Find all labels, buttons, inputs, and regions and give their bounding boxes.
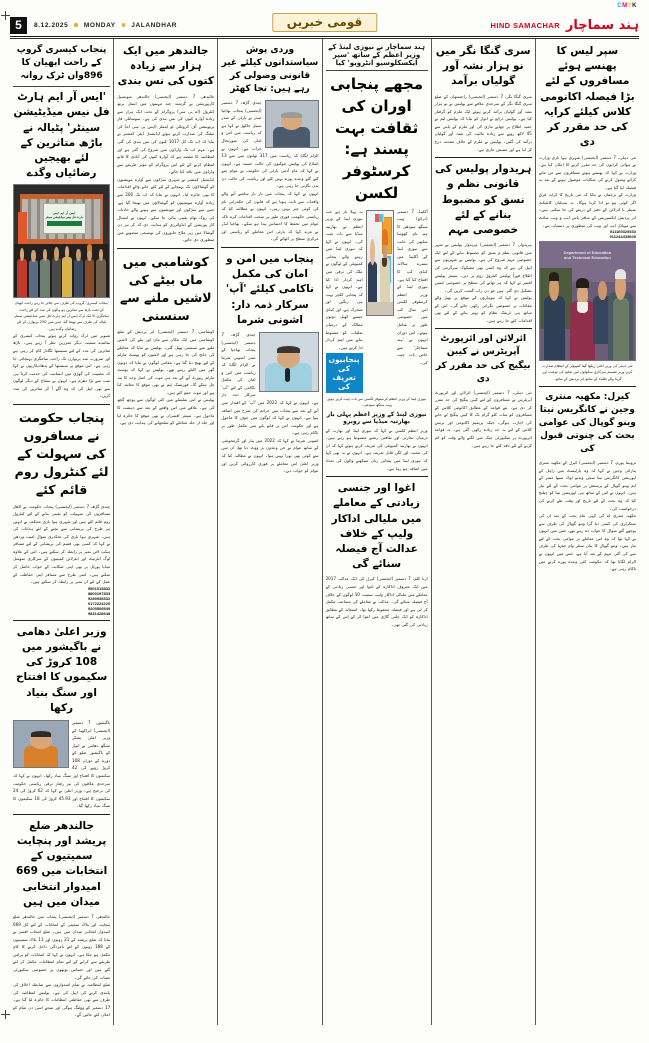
lead-kicker: ہند سماچار نے نیوزی لینڈ کے وزیر اعظم کے ساتھ 'سپر ایکسکلوسیو انٹرویو' کیا: [328, 43, 425, 67]
photo-portrait-jakhar: [265, 100, 319, 148]
person-hair: [615, 269, 626, 279]
backdrop-line-2: and Technical Education: [563, 255, 611, 261]
col4-body-dileep: ارنا کلم، 7 دسمبر (ایجنسی) کیرل کی ایک عدالت 2017 میں ایک معروف اداکارہ کے اغوا اور جنسی زیادتی کے معاملے میں ملیالی اداکار ولیپ سمیت 10 لوگوں کے خلاف آج فیصلہ سنائے گی۔ عدالت نے معاملے کی سماعت مکمل کر لی ہے اور فیصلہ محفوظ رکھا تھا۔ استغاثہ کے مطابق اداکارہ کو ایک چلتی گاڑی میں اغوا کر کے اس کے ساتھ زیادتی کی گئی تھی۔: [325, 576, 428, 627]
lead-body-3: وزیر اعظم لکسن نے کہا کہ نیوزی لینڈ اور بھارت کے درمیان تجارتی اور ثقافتی رشتے مضبوط ہو رہے ہیں۔ انہوں نے بھارتیہ کمیونٹی کی تعریف کرتے ہوئے کہا کہ ان کی محنت اور لگن قابل تعریف ہے۔ انہوں نے یہ بھی کہا کہ نیوزی لینڈ میں پنجابی زبان سیکھنے والوں کی تعداد میں اضافہ ہو رہا ہے۔: [325, 427, 428, 471]
portrait-hair: [277, 346, 300, 353]
col5-body-haridwar-2: پولیس نے کہا کہ تیوہاروں کے موقع پر بھیڑ والے مقامات پر خصوصی نگرانی رکھی جائے گی۔ اس کے ساتھ ہی ٹریفک نظام کو بہتر بنانے کے لئے بھی اقدامات کئے جا رہے ہیں۔: [434, 295, 532, 323]
person-torso: [40, 259, 49, 298]
lead-subhead: نیوزی لینڈ کے وزیر اعظم پہلی بار بھارتیہ میڈیا سے روبرو: [326, 410, 427, 425]
masthead: [10, 14, 639, 37]
portrait-torso: [273, 127, 310, 147]
col3-body-law-order-2: اشونی شرما نے کہا کہ 2022 میں پیار اور گرمجوشی کے ساتھ عوام نے جن وعدوں پر ووٹ دیا تھا، ان میں سے کوئی بھی پورا نہیں ہوا۔ انہوں نے مطالبہ کیا کہ وزیر اعلیٰ اس معاملے پر فوری کارروائی کریں اور عوام کو جواب دیں۔: [221, 437, 319, 474]
cmyk-m: M: [622, 3, 628, 9]
column-4-lead: [322, 39, 431, 1025]
person-head: [598, 281, 606, 300]
portrait-torso: [24, 746, 59, 767]
content-area: [10, 38, 639, 1025]
col5-headline-ganganagar: سری گنگا نگر میں نو ہزار نشہ آور گولیاں برآمد: [435, 45, 531, 88]
person-head: [370, 239, 375, 265]
lead-body-intro-left: یہ پہلا بار ہے جب نیوزی لینڈ کے وزیر اعظم نے بھارتیہ میڈیا سے بات چیت کی۔ انہوں نے کہا کہ نیوزی لینڈ میں رہنے والے پنجابی کمیونٹی کے لوگوں نے ملک کی ترقی میں اہم کردار ادا کیا ہے۔ انہوں نے کہا کہ پنجابی کلچر بہت ہی رنگین اور متحرک ہے، اور کبڈی جیسے کھیل دونوں ممالک کے درمیان تعلقات کو مضبوط بنانے میں اہم کردار ادا کرتے ہیں۔: [325, 208, 363, 350]
turban-icon: [382, 229, 388, 244]
col5-body-cabin-baggage: نئی دہلی، 7 دسمبر (ایجنسی) ائرلائن اور ائرپورٹ آپریٹرس نے مسافروں کے لئے کیبن بیگیج کی حد مقرر کر دی ہے۔ نئے قواعد کے مطابق اکانومی کلاس کے مسافروں کو سات کلو گرام تک کا کیبن بیگیج لے جانے کی اجازت ہوگی، جبکہ پریمیم اکانومی اور بزنس کلاس کے لئے یہ حد زیادہ رکھی گئی ہے۔ یہ قواعد ائرپورٹ پر سکیورٹی چیک میں لگنے والے وقت کو کم کرنے کے لئے نافذ کئے جا رہے ہیں۔: [434, 389, 532, 448]
col3-headline-uniform-politicians: وردی پوش سیاستدانوں کیلئے غیر قانونی وصولی کر رہے ہیں: نجا کھٹر: [221, 45, 319, 95]
person-1: [17, 246, 27, 298]
page-number: 5: [10, 17, 27, 34]
lead-blue-tag: پنجابیوں کی تعریف کی: [326, 353, 363, 393]
col2-headline-dog-sterilisation: جالندھر میں ایک ہزار سے زیادہ کتوں کی نس بندی: [117, 45, 214, 88]
col1-headline-relief-truck: 'ایس آر ایم ہارٹ فل نیس میڈیٹیشن سینٹر' پٹیالہ نے باڑھ متاثرین کے لئے بھیجیں رضائیاں وگدے: [13, 91, 110, 180]
col2-body-dogs: جالندھر، 7 دسمبر (ایجنسی) جالندھر میونسپل کارپوریشن نے گزشتہ چند مہینوں میں اینمل برتھ کنٹرول (اے بی سی) پروگرام کے تحت ایک ہزار سے زیادہ آوارہ کتوں کی نس بندی کی ہے۔ سوسائٹی فار پریوینشن آف کرویلٹی ٹو اینملز (ایس پی سی اے) کی میٹنگ کی صدارت کرتے ہوئے ایڈیشنل ڈپٹی کمشنر نے بتایا کہ اب تک کل 1017 کتوں کی نس بندی کی گئی ہے۔ مہم اب تک وارڈوں میں شروع کی گئی ہے اور انتظامیہ کا مقصد ہے کہ آوارہ کتوں کی آبادی کا قابو انتظام کرنے کے لئے اس پروگرام کو مؤثر طریقے سے وارڈوں میں نافذ کیا جائے۔: [117, 93, 215, 175]
col5-headline-cabin-baggage: ائرلائن اور ائرپورٹ آپریٹرس نے کیبن بیگیج کی حد مقرر کر دی: [435, 334, 531, 384]
divider: [435, 157, 532, 158]
section-title: قومی خبریں: [272, 13, 377, 32]
backdrop-line-1: Department of Education: [563, 249, 612, 255]
divider: [13, 404, 110, 405]
registration-mark-top-left: [1, 11, 10, 20]
column-2: [113, 39, 217, 1025]
helpline-5: 9205508549: [87, 605, 111, 611]
col6-headline-fare-cap: سپر لیس کا پھنسے ہوئے مسافروں کے لئے بڑا فیصلہ اکانومی کلاس کیلئے کرایہ کی حد مقرر کر دی: [540, 45, 635, 149]
col2-body-kaushambi: کوشامبی، 7 دسمبر (ایجنسی) اتر پردیش کے ضلع کوشامبی میں ایک مکان سے ماں اور بیٹے کی لاشیں ملنے سے سنسنی پھیل گئی۔ پولیس نے بتایا کہ معاملے کی جانچ کی جا رہی ہے اور لاشوں کو پوسٹ مارٹم کے لئے بھیج دیا گیا ہے۔ مقامی لوگوں نے بتایا کہ دونوں گھر میں اکیلے رہتے تھے۔ پولیس نے کہا کہ پوسٹ مارٹم رپورٹ آنے کے بعد ہی موت کی اصل وجہ کا پتہ چل سکے گا۔ فورنسک ٹیم نے بھی موقع کا معائنہ کیا ہے اور ثبوت جمع کئے ہیں۔: [117, 329, 215, 395]
beard-icon: [382, 258, 386, 267]
person-5: [62, 244, 72, 298]
divider: [117, 248, 214, 249]
photo-luxon-meeting: [366, 210, 394, 316]
col5-headline-haridwar: ہریدوار پولیس کی قانونی نظم و نسق کو مضبوط بنانے کے لئے خصوصی مہم: [434, 163, 532, 237]
person-torso: [85, 259, 94, 298]
cmyk-color-bar: [617, 3, 637, 9]
divider: [326, 70, 428, 71]
date-text: 8.12.2025: [34, 21, 69, 29]
divider: [13, 814, 110, 815]
col1-headline-control-room: پنجاب حکومت نے مسافروں کی سہولت کے لئے کنٹرول روم قائم کئے: [14, 409, 109, 498]
col1-body-relief: تصویر میں ٹرک روانہ کرتے ہوئے پنجاب کیسری کے نمائندے سمیت دیگر معززین نظر آ رہے ہیں۔ باڑھ متاثرین کی مدد کے لئے سنستھا لگاتار کام کر رہی ہے اور ضرورت مند پریوارں تک راحت سامگری پہنچائی جا رہی ہے۔ اس موقع پر سنستھا کے پدھادیکاریوں نے کہا کہ مصیبت کی گھڑی میں انسانیت کی خدمت کرنا ہی سب سے بڑا دھرم ہے۔ انہوں نے سماج کے دیگر لوگوں سے بھی اپیل کی کہ وہ آگے آ کر متاثرین کی مدد کریں۔: [13, 332, 111, 399]
column-3: [217, 39, 321, 1025]
banner-line-1: ایس. آر. ایم. ایس.: [53, 211, 76, 216]
helpline-4: 0172224220: [87, 600, 111, 606]
col6-body-fare-2: وزارت کے ترجمان نے بتایا کہ نئی تاریخ کا کرایہ فرق اگر کوئی ہو تو ادا کرنا ہوگا۔ یہ تبدیلیاں کانٹیکٹ سینٹر یا ائرلائن کے دفتر کے ذریعے کی جا سکتی ہیں۔ اتر پردیش ایکسپریس کے سافر پاس ایپ و ویب سائٹ سے موبائل ایپ اور ویب کی منظوری پر دستیاب ہے۔: [538, 192, 636, 228]
col1-photo-caption: 'پنجاب کیسری' گروپ کی طرف سے چلائے جا رہے راحت ابھیان کے تحت باڑھ سے متاثرین ہو والوں کی مدد کے لئے راحت سامگری کا ایک ٹرک ایس آر ایم ہارٹ فل نیس میڈیٹیشن سینٹر پٹیالہ کی طرف سے بھیجا گیا، جس میں 250 پریوارں کے لئے رضائیاں وگدے ہیں۔: [14, 301, 110, 331]
column-grid: [10, 39, 639, 1025]
helpline-6: 9831428648: [87, 610, 111, 616]
separator-dot-icon: [122, 23, 126, 27]
person-senior-official: [608, 266, 633, 360]
col6-helpline-1: 911169329333: [609, 229, 636, 235]
lead-photo-caption: نیوزی لینڈ کے وزیر اعظم کرسٹوفر لکسن سے بات چیت کرتے ہوئے ویب سنگھ سودھی۔: [327, 397, 426, 408]
bunting-decoration: [375, 214, 384, 222]
person-torso: [74, 259, 83, 298]
col3-body-jakhar: چندی گڑھ، 7 دسمبر (ایجنسی) پنجاب بھاجپا صدر نے پارٹی کے صدر سنیل جاکھڑ نے کہا ہے کہ ریاست میں امن و امان کی صورتحال خراب ہے۔ انہوں نے الزام لگایا کہ ریاست میں 317 تھانوں میں سے 13 اضلاع کی پولیس چوکیوں کی حالت خستہ ہے۔ انہوں نے کہا کہ عام آدمی پارٹی کی حکومت نے عوام سے کئے گئے وعدے پورے نہیں کئے اور ریاست کی حالت دن بدن بگڑتی جا رہی ہے۔: [221, 100, 319, 189]
column-1: [10, 39, 113, 1025]
col1-body-bageshwar: باگیشور، 7 دسمبر (ایجنسی) اتراکھنڈ کے وزیر اعلیٰ پشکر سنگھ دھامی نے اتوار کو باگیشور ضلع کے دورے کے دوران 108 کروڑ روپے کی 42 سکیموں کا افتتاح اور سنگ بنیاد رکھا۔ انہوں نے کہا کہ سرحدی علاقوں کی تیز رفتار ترقی ریاستی حکومت کی ترجیح ہے۔ وزیر اعلیٰ نے کہا کہ 62 کروڑ کی 24 سکیموں کا افتتاح اور 45.93 کروڑ کی 18 سکیموں کا سنگ بنیاد رکھا گیا۔: [13, 720, 111, 809]
lead-body-intro: آکلینڈ، 7 دسمبر (ذرائع) ویب سنگھ سودھی کا ہم نام کھوسا ساتھی کی جانب سے نیوزی لینڈ کے آکلینڈ میں تیسرے سالانہ کبڈی کپ کا افتتاح کیا گیا ہے۔ نیوزی لینڈ کے وزیر اعظم کرسٹوفر لکسن اس سال کپ میں خصوصی طور پر شامل ہوئے۔ اس دوران انہوں نے 'ہند سماچار' سے خاص بات چیت کی۔: [396, 208, 428, 365]
col6-body-kerala: تروننتا پورم، 7 دسمبر (ایجنسی) کیرل کے مکھیہ منتری پنارائی وجین نے کہا کہ وہ پارلیمنٹ میں راہل کے اپوزیشن کانگریس نیتا سچن ویدیو لوک سبھا ممبر کے ایم وینو گوپال کے پرستش پر عوامی بحث کے لئے تیار ہیں۔ انہوں نے اس کے ساتھ ہی اپوزیشن نیتا کو چیلنج کیا کہ وہ بحث کے لئے تاریخ اور وقت طے کرنے کی درخواست کی۔: [538, 460, 636, 511]
col1-headline-elections: جالندھر ضلع پریشد اور پنچایت سمیتیوں کے انتخابات میں 669 امیدوار انتخابی میدان میں ہیں: [15, 819, 108, 908]
person-head: [54, 247, 59, 260]
person-head: [76, 249, 81, 262]
banner-strip: [47, 221, 81, 226]
col2-body-cattle: ایڈیشنل کمشنر نے شہری سڑکوں سے آوارہ مویشیوں کو گوشالاؤں تک پہنچانے کے لئے کئے جانے والے اقدامات کا بھی جائزہ لیا۔ انہوں نے بتایا کہ اب تک 200 سے زیادہ آوارہ مویشیوں کو گوشالاؤں میں بھیجا گیا ہے، جس سے سڑکوں اور مویشیوں سے ہونے والے حادثات کی روک تھام یقینی بنائی جا سکے۔ انہوں نے اسپتال کار پوریشن کے ایڈوائزری کو ہدایت دی کہ کر ہر دن گوشالا میں زیر علاج جانوروں کی توسیعی منصوبے میں منظوری دی جائے۔: [117, 176, 215, 243]
column-6: [535, 39, 639, 1025]
lead-headline-luxon: مجھے پنجابی اوران کی ثقافت بہت پسند ہے: کرسٹوفر لکسن: [330, 75, 424, 202]
turban-icon: [87, 244, 92, 250]
person-4: [51, 245, 61, 298]
cmyk-k: K: [632, 3, 637, 9]
person-7-turban: [84, 245, 94, 298]
brand-name-urdu: ہند سماچار: [565, 17, 639, 33]
cmyk-c: C: [617, 3, 623, 9]
col1-headline-bageshwar: وزیر اعلیٰ دھامی نے باگیشور میں 108 کروڑ کی سکیموں کا افتتاح اور سنگ بنیاد رکھا: [15, 625, 108, 714]
person-torso: [96, 259, 105, 298]
person-student: [544, 270, 565, 360]
cmyk-y: Y: [627, 3, 633, 9]
col3-body-law-order: چندی گڑھ، 7 دسمبر (ایجنسی) پنجاب بھاجپا کے صدر اشونی شرما نے الزام لگایا کہ ریاست میں امن و امان کی مکمل ناکامی کے لئے 'آپ' سرکار ذمہ دار ہے۔ انہوں نے کہا کہ 2022 میں 'آپ' کے اقتدار میں آنے کے بعد سے پنجاب میں جرائم کی شرح میں اضافہ ہوا ہے۔ انہوں نے کہا کہ لوگوں میں خوف کا ماحول ہے اور حکومت اس پر قابو پانے میں مکمل طور پر ناکام رہی ہے۔: [221, 331, 319, 436]
dateline: [34, 22, 177, 29]
divider: [435, 328, 532, 329]
divider: [13, 86, 110, 87]
person-8: [96, 246, 106, 298]
col1-body-elections-2: ضلع انتظامیہ نے تمام امیدواروں سے ضابطہ اخلاق کی پابندی کرنے کی اپیل کی ہے۔ پولیس انتظامیہ کی طرف سے بھی حفاظتی انتظامات کا جائزہ لیا گیا ہے۔ 17 دسمبر کو ووٹنگ ہوگی اور نتیجے اسی دن شام کو اعلان کئے جائیں گے۔: [13, 982, 111, 1018]
person-3: [40, 246, 50, 298]
person-torso: [544, 296, 565, 361]
edition-text: JALANDHAR: [131, 21, 178, 29]
floor: [367, 302, 393, 314]
helpline-3: 9289938532: [87, 595, 111, 601]
divider: [539, 386, 636, 387]
column-5: [431, 39, 535, 1025]
person-minister-woman: [570, 275, 595, 360]
photo-relief-truck-group: [13, 184, 110, 298]
person-2: [28, 247, 38, 297]
col5-body-haridwar: ہریدوار، 7 دسمبر (ایجنسی) ہریدوار پولیس نے شہر میں قانونی نظم و نسق کو مضبوط بنانے کے لئے ایک خصوصی مہم شروع کی ہے۔ پولیس نے شہریوں سے اپیل کی ہے کہ وہ کسی بھی مشکوک سرگرمی کی اطلاع فوراً پولیس کنٹرول روم پر دیں۔ سینئر پولیس افسر نے کہا کہ ہر تھانے کی سطح پر خصوصی ٹیمیں تشکیل دی گئی ہیں جو دن رات گشت کریں گی۔: [434, 242, 532, 293]
person-torso: [29, 260, 38, 297]
person-head: [31, 250, 36, 263]
event-banner: [43, 203, 87, 234]
helpline-2: 8800197833: [87, 590, 111, 596]
divider: [13, 620, 110, 621]
brand-name-english: HIND SAMACHAR: [490, 20, 560, 30]
col1-body-control-room: چندی گڑھ، 7 دسمبر (ایجنسی) پنجاب حکومت نے اڈھار مسافروں کی سہولت کو یقینی بنانے کے لئے کنٹرول روم قائم کئے ہیں اور شہری ہوا بازی محکمہ نے انہیں ہر طرح کی پریشانی سے بچنے کے لئے ہدایات کی ہیں۔ شہری ہوا بازی کی تجکدری سوال امیت وردھن نے کہا کہ کسی بھی قسم کی پریشانی کے لئے مسافر ہیلپ لائن نمبر پر رابطہ کر سکتے ہیں۔ اس کے علاوہ لوگ انٹرنیٹ اور ایئرلائن کمپنیوں کے سرکاری سوشل میڈیا پورٹل پر بھی اپنی شکایت کے جواب حاصل کر سکتے ہیں۔ اسی طرح سے مسافر اپنی حفاظت کے عمل کے لئے ان نمبر پر رابطہ کر سکتے ہیں۔: [13, 503, 111, 585]
banner-line-2: ہارٹ فل نیس میڈیٹیشن سینٹر: [45, 214, 84, 219]
registration-mark-bottom-left: [1, 1010, 10, 1019]
portrait-hair: [31, 731, 52, 737]
col6-body-fare: نئی دہلی، 7 دسمبر (ایجنسی) شہری ہوا بازی وزارت نے ہوائی کرایوں کی حد مقرر کرنے کا اعلان کیا ہے۔ وزارت نے کہا کہ پھنسے ہوئے مسافروں سے من مانے کرائے وصول کرنے کی شکایات موصول ہونے کے بعد یہ فیصلہ لیا گیا ہے۔: [538, 154, 636, 190]
day-text: MONDAY: [83, 21, 116, 29]
person-6: [73, 246, 83, 298]
person-torso: [62, 257, 71, 298]
col6-helpline-2: 911244435600: [609, 234, 636, 240]
photo-education-event: [539, 241, 636, 361]
col3-body-jakhar-2: انہوں نے کہا کہ پنجاب میں بار بار سامنے آنے والے واقعات سے ثابت ہوتا ہے کہ قانون کی حکمرانی نام کی کوئی چیز نہیں رہی۔ انہوں نے مطالبہ کیا کہ ریاستی حکومت فوری طور پر سخت اقدامات کرے تاکہ عوام میں تحفظ کا احساس پیدا ہو سکے۔ بھاجپا لیڈر نے مزید کہا کہ پارٹی اس معاملے کو ریاستی اور مرکزی سطح پر اٹھائے گی۔: [221, 190, 319, 242]
col1-teaser: پنجاب کیسری گروپ کے راحت ابھیان کا 896واں ٹرک روانہ: [16, 45, 107, 82]
col5-body-ganganagar: سری گنگا نگر، 7 دسمبر (ایجنسی) راجستھان کے ضلع سری گنگا نگر کے سرحدی علاقے سے پولیس نے نو ہزار نشہ آور گولیاں برآمد کرتے ہوئے ایک ملزم کو گرفتار کیا ہے۔ پولیس ذرائع نے اتوار کو بتایا کہ پولیس ٹیم نے خفیہ اطلاع پر چھاپے ماری کی اور ملزم کے پاس سے 45 لاکھ روپے سے زیادہ مالیت کی نشہ آور گولیاں برآمد کی گئیں۔ پولیس نے ملزم کے خلاف مقدمہ درج کر لیا ہے اور تفتیش جاری ہے۔: [434, 93, 532, 152]
photo-ashwani-sharma-mic: [259, 332, 319, 392]
divider: [326, 476, 428, 477]
col2-headline-kaushambi: کوشامبی میں ماں بیٹے کی لاشیں ملنے سے سنسنی: [120, 253, 212, 324]
divider: [221, 247, 318, 248]
person-torso: [17, 259, 26, 297]
nehru-vest: [613, 298, 629, 360]
person-torso: [52, 258, 61, 297]
backdrop-text: [551, 246, 623, 265]
col6-body-kerala-2: مکھیہ منتری اے کی کہی عام بحث کے بعد ان کی سیکرٹری کی کسی دیا گرا وینو گوپال کی طرف سے پوچھے گئے سوال کا جواب دے رہے تھے، جس میں انہوں نے کہا تھا کہ وہ اس معاملے پر عوامی بحث کے لئے تیار ہیں۔ وینو گوپال کا بیان سنٹر وام جمہا کی طرف سے کی گئی مہم کے بعد آیا ہے، جس میں انہوں نے الزام لگایا تھا کہ حکومت کئی وعدے پورے کرنے میں ناکام رہی ہے۔: [538, 513, 636, 572]
scarf: [577, 302, 588, 312]
person-head: [65, 246, 70, 259]
portrait-hair: [281, 112, 302, 118]
brand-logo: [491, 18, 639, 33]
microphone-icon: [285, 368, 290, 382]
col6-headline-kerala-debate: کیرل: مکھیہ منتری وجین نے کانگریس نیتا وینو گوپال کی عوامی بحث کی چنوتی قبول کی: [538, 392, 636, 455]
separator-dot-icon: [74, 23, 78, 27]
col2-body-kaushambi-2: پولیس نے اس سلسلے میں کئی لوگوں سے پوچھ گچھ کی ہے۔ علاقے میں اس واقعے کے بعد سے دہشت کا ماحول ہے۔ سینئر افسران نے بھی موقع کا جائزہ لیا اور جلد از جلد معاملے کو سلجھانے کی ہدایت دی ہے۔: [117, 397, 215, 426]
col1-body-elections: جالندھر، 7 دسمبر (ایجنسی) پنجاب میں جالندھر ضلع پنچایت اور بلاک سمیتی کے انتخابات کے لئے کل 669 امیدوار انتخابی میدان میں ہیں۔ ضلع انتخاب افسر نے بتایا کہ ضلع پریشد کے 21 زونوں اور 11 بلاک سمیتیوں کے 188 زونوں کے لئے نامزدگی داخل کرنے کا کام مکمل ہو چکا ہے۔ انہوں نے کہا کہ انتخابات کو پرامن طریقے سے کرانے کے لئے تمام انتظامات مکمل کر لئے گئے ہیں اور حساس بوتھوں پر خصوصی سکیورٹی تعینات کی جائے گی۔: [13, 914, 111, 980]
col4-headline-dileep-verdict: اغوا اور جنسی زیادتی کے معاملے میں ملیالی اداکار ولیپ کے خلاف عدالت آج فیصلہ سنائے گی: [331, 482, 422, 571]
photo-portrait-cm-dhami: [13, 720, 69, 768]
person-hair: [576, 278, 588, 288]
col6-photo-caption: نئی دہلی کی وزیر اعلیٰ ریکھا گپتا کمپیوٹر کے انتظام صدارت کرتے وزیر تقسیم سرکاری سکولوں میں تعلیم کی نوعیت اور گریڈ والے طلباء کے ساتھ اتر پردیش کے ساتھ۔: [542, 364, 633, 381]
person-hair: [549, 272, 559, 281]
helpline-1: 9501015832: [87, 585, 111, 591]
col3-headline-law-order: پنجاب میں امن و امان کی مکمل ناکامی کیلئے 'آپ' سرکار ذمہ دار: اشونی شرما: [225, 252, 314, 326]
